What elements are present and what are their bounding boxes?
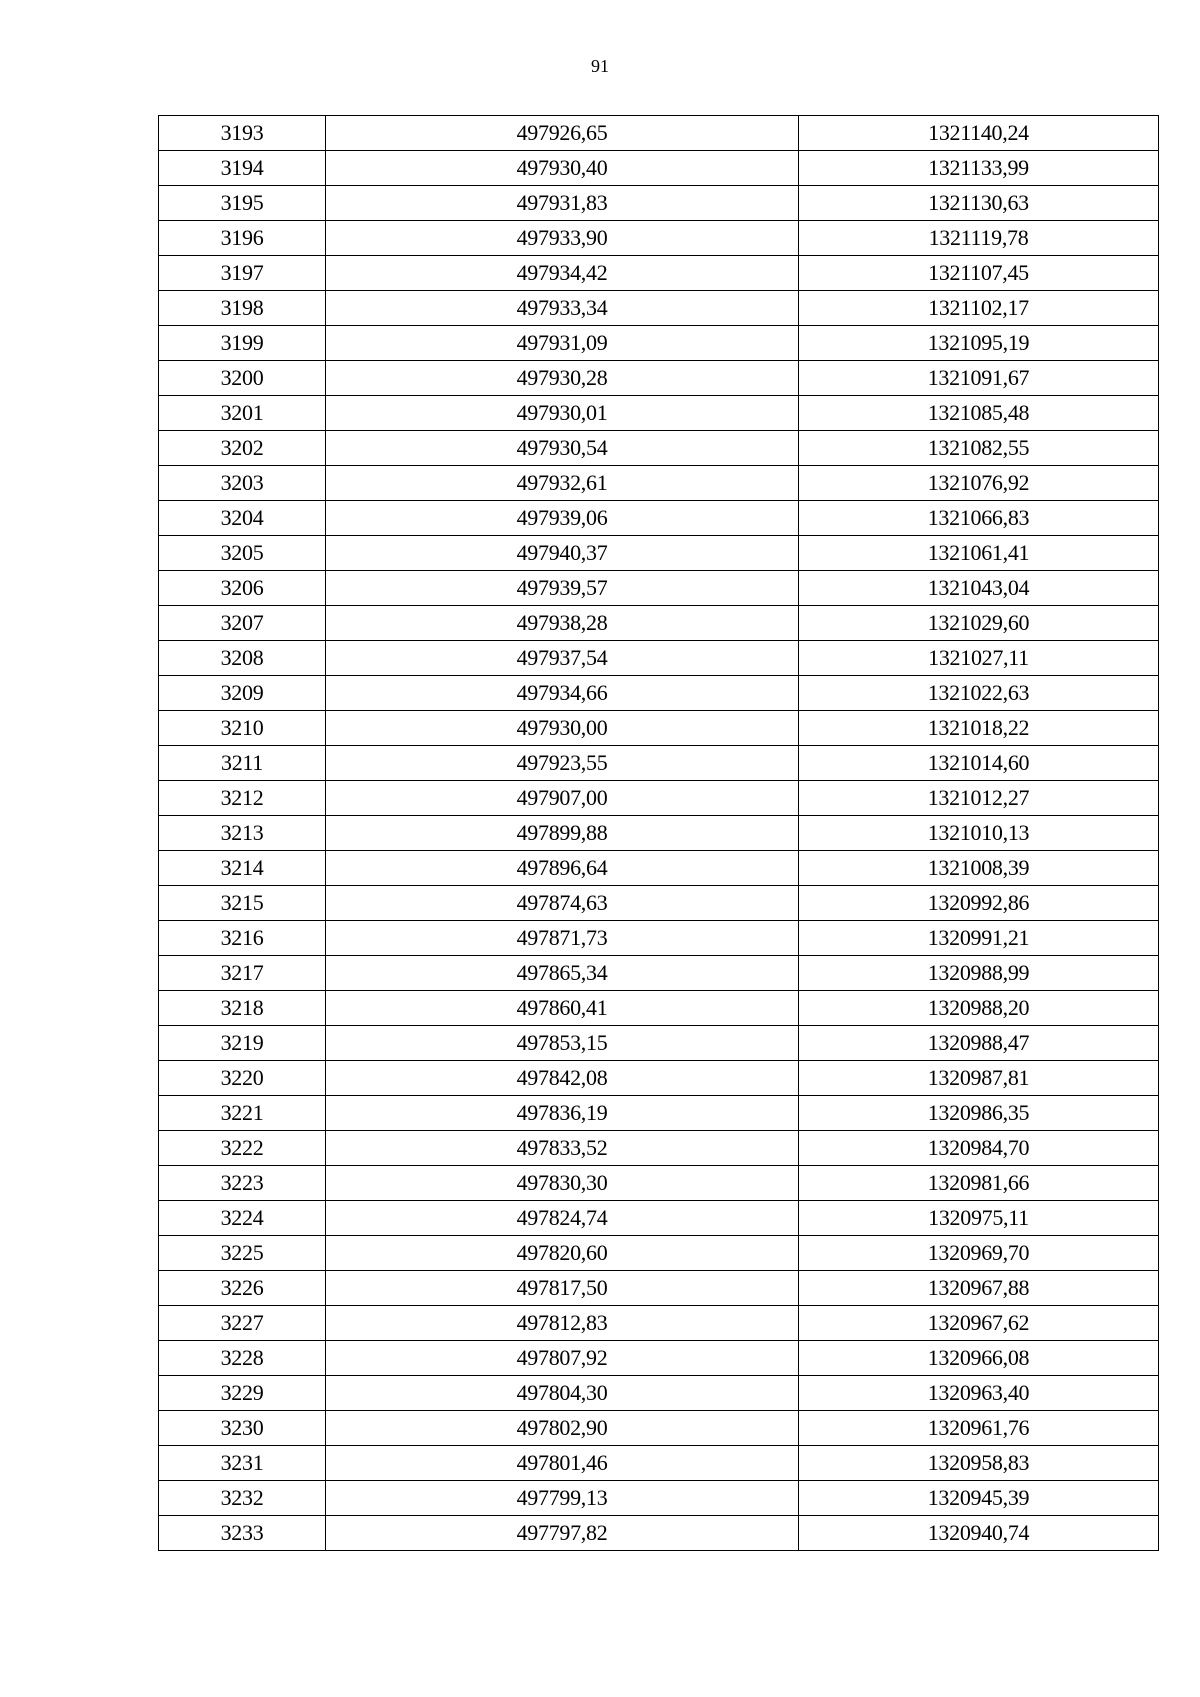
x-coordinate-cell: 497930,01: [326, 396, 799, 431]
y-coordinate-cell: 1321018,22: [799, 711, 1159, 746]
point-number-cell: 3217: [159, 956, 326, 991]
x-coordinate-cell: 497939,57: [326, 571, 799, 606]
y-coordinate-cell: 1320945,39: [799, 1481, 1159, 1516]
table-row: [159, 1131, 1159, 1166]
y-coordinate-cell: 1321014,60: [799, 746, 1159, 781]
x-coordinate-cell: 497930,00: [326, 711, 799, 746]
x-coordinate-cell: 497930,28: [326, 361, 799, 396]
table-row: [159, 991, 1159, 1026]
point-number-cell: 3207: [159, 606, 326, 641]
x-coordinate-cell: 497930,54: [326, 431, 799, 466]
y-coordinate-cell: 1320988,20: [799, 991, 1159, 1026]
x-coordinate-cell: 497907,00: [326, 781, 799, 816]
x-coordinate-cell: 497817,50: [326, 1271, 799, 1306]
x-coordinate-cell: 497934,66: [326, 676, 799, 711]
table-row: [159, 1516, 1159, 1551]
y-coordinate-cell: 1321027,11: [799, 641, 1159, 676]
table-row: [159, 1166, 1159, 1201]
x-coordinate-cell: 497871,73: [326, 921, 799, 956]
point-number-cell: 3210: [159, 711, 326, 746]
table-row: [159, 186, 1159, 221]
y-coordinate-cell: 1321095,19: [799, 326, 1159, 361]
point-number-cell: 3214: [159, 851, 326, 886]
table-row: [159, 536, 1159, 571]
table-row: [159, 1411, 1159, 1446]
point-number-cell: 3222: [159, 1131, 326, 1166]
x-coordinate-cell: 497931,83: [326, 186, 799, 221]
table-row: [159, 711, 1159, 746]
point-number-cell: 3221: [159, 1096, 326, 1131]
table-row: [159, 1096, 1159, 1131]
x-coordinate-cell: 497932,61: [326, 466, 799, 501]
point-number-cell: 3212: [159, 781, 326, 816]
point-number-cell: 3208: [159, 641, 326, 676]
y-coordinate-cell: 1321076,92: [799, 466, 1159, 501]
page-number: 91: [591, 56, 609, 76]
y-coordinate-cell: 1320988,47: [799, 1026, 1159, 1061]
table-row: [159, 326, 1159, 361]
x-coordinate-cell: 497930,40: [326, 151, 799, 186]
table-row: [159, 431, 1159, 466]
y-coordinate-cell: 1320963,40: [799, 1376, 1159, 1411]
x-coordinate-cell: 497824,74: [326, 1201, 799, 1236]
table-row: [159, 1481, 1159, 1516]
x-coordinate-cell: 497801,46: [326, 1446, 799, 1481]
table-row: [159, 256, 1159, 291]
y-coordinate-cell: 1321085,48: [799, 396, 1159, 431]
x-coordinate-cell: 497830,30: [326, 1166, 799, 1201]
y-coordinate-cell: 1320991,21: [799, 921, 1159, 956]
point-number-cell: 3205: [159, 536, 326, 571]
y-coordinate-cell: 1320967,88: [799, 1271, 1159, 1306]
table-row: [159, 816, 1159, 851]
table-row: [159, 746, 1159, 781]
point-number-cell: 3218: [159, 991, 326, 1026]
x-coordinate-cell: 497853,15: [326, 1026, 799, 1061]
y-coordinate-cell: 1321082,55: [799, 431, 1159, 466]
point-number-cell: 3200: [159, 361, 326, 396]
table-row: [159, 781, 1159, 816]
x-coordinate-cell: 497820,60: [326, 1236, 799, 1271]
y-coordinate-cell: 1321061,41: [799, 536, 1159, 571]
table-row: [159, 1341, 1159, 1376]
point-number-cell: 3201: [159, 396, 326, 431]
x-coordinate-cell: 497933,90: [326, 221, 799, 256]
table-row: [159, 571, 1159, 606]
x-coordinate-cell: 497804,30: [326, 1376, 799, 1411]
x-coordinate-cell: 497937,54: [326, 641, 799, 676]
point-number-cell: 3216: [159, 921, 326, 956]
table-row: [159, 1376, 1159, 1411]
table-row: [159, 921, 1159, 956]
x-coordinate-cell: 497812,83: [326, 1306, 799, 1341]
point-number-cell: 3194: [159, 151, 326, 186]
table-row: [159, 886, 1159, 921]
point-number-cell: 3197: [159, 256, 326, 291]
x-coordinate-cell: 497802,90: [326, 1411, 799, 1446]
x-coordinate-cell: 497940,37: [326, 536, 799, 571]
y-coordinate-cell: 1321066,83: [799, 501, 1159, 536]
point-number-cell: 3232: [159, 1481, 326, 1516]
point-number-cell: 3228: [159, 1341, 326, 1376]
point-number-cell: 3198: [159, 291, 326, 326]
x-coordinate-cell: 497923,55: [326, 746, 799, 781]
x-coordinate-cell: 497836,19: [326, 1096, 799, 1131]
point-number-cell: 3209: [159, 676, 326, 711]
table-row: [159, 1026, 1159, 1061]
point-number-cell: 3203: [159, 466, 326, 501]
x-coordinate-cell: 497938,28: [326, 606, 799, 641]
y-coordinate-cell: 1320975,11: [799, 1201, 1159, 1236]
point-number-cell: 3223: [159, 1166, 326, 1201]
x-coordinate-cell: 497931,09: [326, 326, 799, 361]
x-coordinate-cell: 497939,06: [326, 501, 799, 536]
table-row: [159, 1236, 1159, 1271]
y-coordinate-cell: 1320984,70: [799, 1131, 1159, 1166]
table-row: [159, 676, 1159, 711]
y-coordinate-cell: 1321133,99: [799, 151, 1159, 186]
point-number-cell: 3193: [159, 116, 326, 151]
table-row: [159, 1271, 1159, 1306]
point-number-cell: 3230: [159, 1411, 326, 1446]
table-row: [159, 1201, 1159, 1236]
y-coordinate-cell: 1320988,99: [799, 956, 1159, 991]
y-coordinate-cell: 1320987,81: [799, 1061, 1159, 1096]
x-coordinate-cell: 497874,63: [326, 886, 799, 921]
x-coordinate-cell: 497896,64: [326, 851, 799, 886]
point-number-cell: 3233: [159, 1516, 326, 1551]
y-coordinate-cell: 1321102,17: [799, 291, 1159, 326]
y-coordinate-cell: 1321091,67: [799, 361, 1159, 396]
table-row: [159, 361, 1159, 396]
y-coordinate-cell: 1320992,86: [799, 886, 1159, 921]
y-coordinate-cell: 1320969,70: [799, 1236, 1159, 1271]
table-row: [159, 151, 1159, 186]
table-row: [159, 641, 1159, 676]
x-coordinate-cell: 497933,34: [326, 291, 799, 326]
x-coordinate-cell: 497833,52: [326, 1131, 799, 1166]
x-coordinate-cell: 497926,65: [326, 116, 799, 151]
x-coordinate-cell: 497934,42: [326, 256, 799, 291]
point-number-cell: 3225: [159, 1236, 326, 1271]
y-coordinate-cell: 1320958,83: [799, 1446, 1159, 1481]
point-number-cell: 3202: [159, 431, 326, 466]
x-coordinate-cell: 497860,41: [326, 991, 799, 1026]
y-coordinate-cell: 1321107,45: [799, 256, 1159, 291]
x-coordinate-cell: 497797,82: [326, 1516, 799, 1551]
point-number-cell: 3204: [159, 501, 326, 536]
y-coordinate-cell: 1321029,60: [799, 606, 1159, 641]
y-coordinate-cell: 1321012,27: [799, 781, 1159, 816]
point-number-cell: 3211: [159, 746, 326, 781]
y-coordinate-cell: 1321043,04: [799, 571, 1159, 606]
y-coordinate-cell: 1321119,78: [799, 221, 1159, 256]
y-coordinate-cell: 1320966,08: [799, 1341, 1159, 1376]
coordinates-table-body: [159, 116, 1159, 1551]
point-number-cell: 3224: [159, 1201, 326, 1236]
y-coordinate-cell: 1321022,63: [799, 676, 1159, 711]
y-coordinate-cell: 1321008,39: [799, 851, 1159, 886]
table-row: [159, 291, 1159, 326]
x-coordinate-cell: 497865,34: [326, 956, 799, 991]
point-number-cell: 3227: [159, 1306, 326, 1341]
table-row: [159, 1061, 1159, 1096]
y-coordinate-cell: 1320986,35: [799, 1096, 1159, 1131]
y-coordinate-cell: 1321140,24: [799, 116, 1159, 151]
coordinates-table: [158, 115, 1159, 1551]
table-row: [159, 116, 1159, 151]
point-number-cell: 3206: [159, 571, 326, 606]
y-coordinate-cell: 1321130,63: [799, 186, 1159, 221]
point-number-cell: 3215: [159, 886, 326, 921]
table-row: [159, 1446, 1159, 1481]
y-coordinate-cell: 1321010,13: [799, 816, 1159, 851]
point-number-cell: 3231: [159, 1446, 326, 1481]
point-number-cell: 3220: [159, 1061, 326, 1096]
point-number-cell: 3195: [159, 186, 326, 221]
table-row: [159, 956, 1159, 991]
x-coordinate-cell: 497807,92: [326, 1341, 799, 1376]
point-number-cell: 3196: [159, 221, 326, 256]
point-number-cell: 3226: [159, 1271, 326, 1306]
table-row: [159, 851, 1159, 886]
table-row: [159, 501, 1159, 536]
table-row: [159, 1306, 1159, 1341]
table-row: [159, 606, 1159, 641]
table-row: [159, 466, 1159, 501]
point-number-cell: 3199: [159, 326, 326, 361]
y-coordinate-cell: 1320940,74: [799, 1516, 1159, 1551]
y-coordinate-cell: 1320967,62: [799, 1306, 1159, 1341]
y-coordinate-cell: 1320981,66: [799, 1166, 1159, 1201]
y-coordinate-cell: 1320961,76: [799, 1411, 1159, 1446]
x-coordinate-cell: 497899,88: [326, 816, 799, 851]
point-number-cell: 3229: [159, 1376, 326, 1411]
table-row: [159, 221, 1159, 256]
point-number-cell: 3219: [159, 1026, 326, 1061]
x-coordinate-cell: 497842,08: [326, 1061, 799, 1096]
table-row: [159, 396, 1159, 431]
point-number-cell: 3213: [159, 816, 326, 851]
x-coordinate-cell: 497799,13: [326, 1481, 799, 1516]
